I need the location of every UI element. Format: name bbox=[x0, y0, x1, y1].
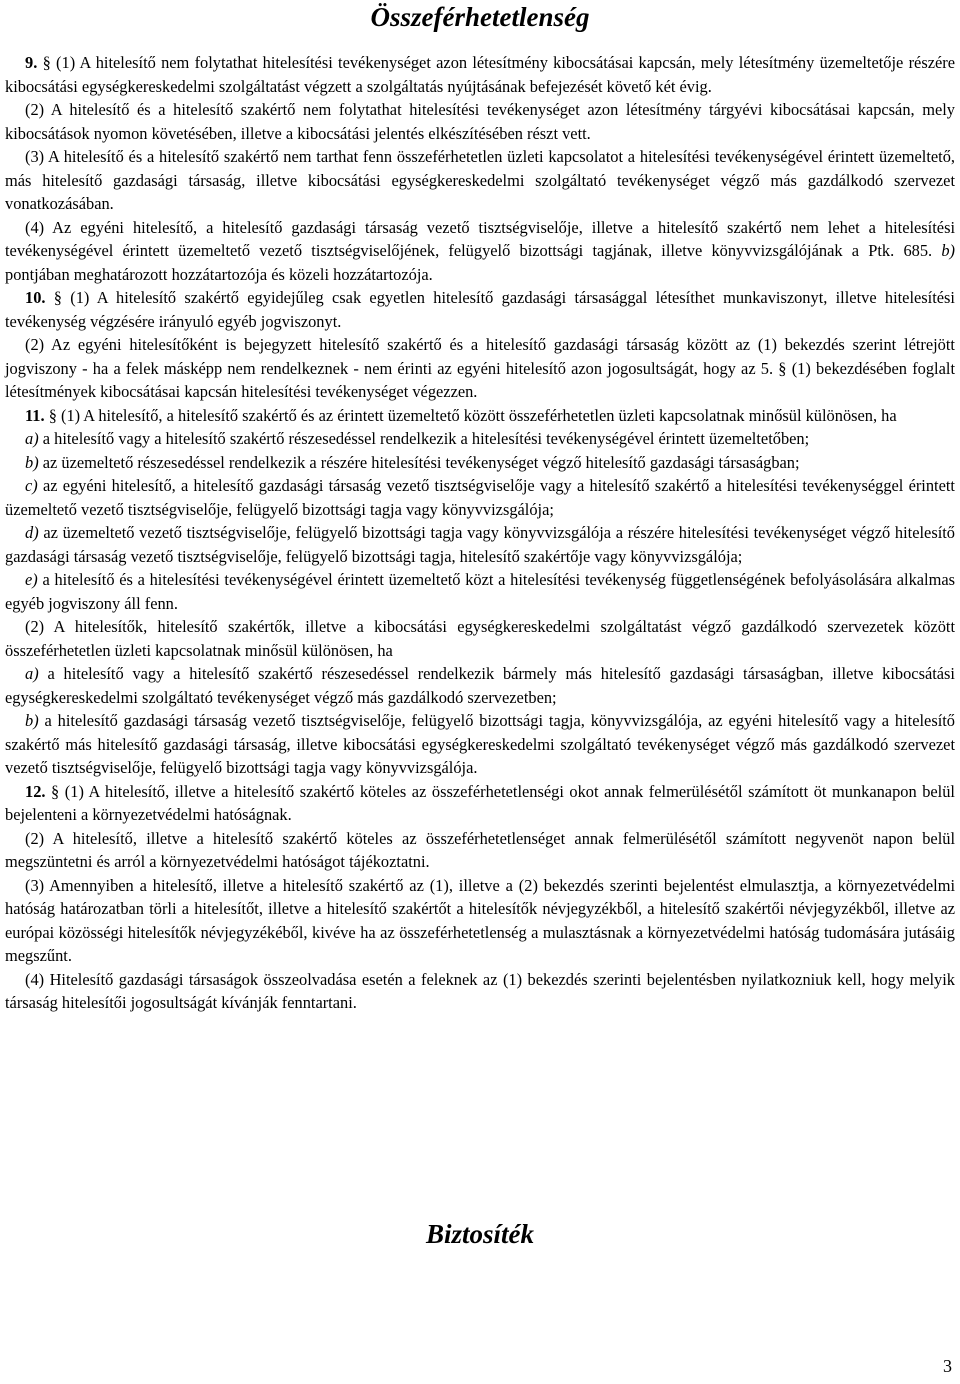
paragraph-text: § (1) A hitelesítő szakértő egyidejűleg csak egyetlen hitelesítő gazdasági társasággal létesíthet munkaviszonyt, illetve hitelesítési tevékenység végzésére irányuló egyéb jogviszonyt. bbox=[5, 288, 955, 331]
point-11-1-d bbox=[5, 521, 955, 568]
point-text: az üzemeltető vezető tisztségviselője, felügyelő bizottsági tagja vagy könyvvizsgálója a részére hitelesítési tevékenységet végző hitelesítő gazdasági társaság vezető tisztségviselője, felügyelő bizottsági tagja, hitelesítő szakértője vagy könyvvizsgálója; bbox=[5, 523, 955, 566]
point-11-1-e bbox=[5, 568, 955, 615]
point-label: e) bbox=[25, 570, 38, 589]
point-11-2-a bbox=[5, 662, 955, 709]
section-number: 12. bbox=[25, 781, 46, 801]
paragraph-9-2 bbox=[5, 98, 955, 145]
paragraph-11-1 bbox=[5, 404, 955, 428]
paragraph-9-4 bbox=[5, 216, 955, 287]
paragraph-text: (2) Az egyéni hitelesítőként is bejegyzett hitelesítő szakértő és a hitelesítő gazdasági társaság között az (1) bekezdés szerint létrejött jogviszony - ha a felek másképp nem rendelkeznek - nem érinti az egyéni hitelesítő azon jogosultságát, hogy az 5. § (1) bekezdésében foglalt létesítmények kibocsátásai kapcsán hitelesítési tevékenységet végezzen. bbox=[5, 335, 955, 401]
point-label: b) bbox=[941, 241, 955, 260]
paragraph-text: (3) A hitelesítő és a hitelesítő szakértő nem tarthat fenn összeférhetetlen üzleti kapcsolatot a hitelesítési tevékenységével érintett üzemeltető, más hitelesítő gazdasági társaság, illetve kibocsátási egységkereskedelmi szolgáltató tevékenységet végző más gazdálkodó szervezet vonatkozásában. bbox=[5, 147, 955, 213]
paragraph-9-3 bbox=[5, 145, 955, 216]
section-heading-incompatibility: Összeférhetetlenség bbox=[370, 2, 590, 32]
paragraph-text: § (1) A hitelesítő nem folytathat hitelesítési tevékenységet azon létesítmény kibocsátásai kapcsán, mely létesítmény üzemeltetője részére kibocsátási egységkereskedelmi szolgáltatást végzett a szolgáltatás nyújtásának befejezését követő két évig. bbox=[5, 53, 955, 96]
paragraph-text: § (1) A hitelesítő, illetve a hitelesítő szakértő köteles az összeférhetetlenségi okot annak felmerülésétől számított öt munkanapon belül bejelenteni a környezetvédelmi hatóságnak. bbox=[5, 781, 955, 824]
paragraph-12-3 bbox=[5, 874, 955, 968]
paragraph-text: pontjában meghatározott hozzátartozója és közeli hozzátartozója. bbox=[5, 264, 433, 284]
point-label: b) bbox=[25, 711, 39, 730]
paragraph-text: (3) Amennyiben a hitelesítő, illetve a hitelesítő szakértő az (1), illetve a (2) bekezdés szerinti bejelentést elmulasztja, a környezetvédelmi hatóság határozatban törli a hitelesítőt, illetve a hitelesítő szakértőt a hitelesítők névjegyzékből, a hitelesítő szakértői névjegyzékből, illetve az európai közösségi hitelesítők névjegyzékéből, kivéve ha az összeférhetetlenség a mulasztásnak a környezetvédelmi hatóság tudomására jutásáig megszűnt. bbox=[5, 875, 955, 965]
section-number: 9. bbox=[25, 53, 38, 72]
page-number: 3 bbox=[943, 1356, 952, 1376]
paragraph-text: (4) Az egyéni hitelesítő, a hitelesítő gazdasági társaság vezető tisztségviselője, illetve a hitelesítő szakértő nem lehet a hitelesítési tevékenységével érintett üzemeltető vezető tisztségviselőjének, felügyelő bizottsági tagjának, illetve könyvvizsgálójának a Ptk. 685. bbox=[5, 217, 955, 260]
point-text: az egyéni hitelesítő, a hitelesítő gazdasági társaság vezető tisztségviselője vagy a hitelesítő szakértő a hitelesítési tevékenységgel érintett üzemeltető vezető tisztségviselője, felügyelő bizottsági tagja vagy könyvvizsgálója; bbox=[5, 476, 955, 519]
point-label: a) bbox=[25, 429, 39, 448]
document-body bbox=[5, 51, 955, 1015]
paragraph-12-4 bbox=[5, 968, 955, 1015]
paragraph-10-1 bbox=[5, 286, 955, 333]
point-text: az üzemeltető részesedéssel rendelkezik a részére hitelesítési tevékenységet végző hitelesítő gazdasági társaságban; bbox=[38, 452, 800, 472]
paragraph-text: (2) A hitelesítők, hitelesítő szakértők, illetve a kibocsátási egységkereskedelmi szolgáltatást végző gazdálkodó szervezetek között összeférhetetlen üzleti kapcsolatnak minősül különösen, ha bbox=[5, 617, 955, 660]
point-11-1-a bbox=[5, 427, 955, 451]
point-11-1-c bbox=[5, 474, 955, 521]
paragraph-12-2 bbox=[5, 827, 955, 874]
point-label: c) bbox=[25, 476, 38, 495]
paragraph-text: (2) A hitelesítő és a hitelesítő szakértő nem folytathat hitelesítési tevékenységet azon létesítmény tárgyévi kibocsátásai kapcsán, mely kibocsátások nyomon követésében, illetve a kibocsátási jelentés elkészítésében részt vett. bbox=[5, 100, 955, 143]
point-text: a hitelesítő gazdasági társaság vezető tisztségviselője, felügyelő bizottsági tagja, könyvvizsgálója, az egyéni hitelesítő vagy a hitelesítő szakértő más hitelesítő gazdasági társaság, illetve kibocsátási egységkereskedelmi szolgáltató tevékenységet végző más gazdálkodó szervezet vezető tisztségviselője, felügyelő bizottsági tagja vagy könyvvizsgálója. bbox=[5, 711, 955, 777]
section-number: 10. bbox=[25, 288, 46, 307]
point-11-1-b bbox=[5, 451, 955, 475]
section-heading-guarantee: Biztosíték bbox=[425, 1219, 534, 1249]
point-text: a hitelesítő és a hitelesítési tevékenységével érintett üzemeltető közt a hitelesítési tevékenység függetlenségének befolyásolására alkalmas egyéb jogviszony áll fenn. bbox=[5, 570, 955, 613]
point-11-2-b bbox=[5, 709, 955, 780]
point-label: b) bbox=[25, 452, 39, 472]
paragraph-11-2 bbox=[5, 615, 955, 662]
point-label: a) bbox=[25, 664, 39, 683]
paragraph-9-1 bbox=[5, 51, 955, 98]
paragraph-10-2 bbox=[5, 333, 955, 404]
point-label: d) bbox=[25, 523, 39, 542]
paragraph-text: § (1) A hitelesítő, a hitelesítő szakértő és az érintett üzemeltető között összeférhetetlen üzleti kapcsolatnak minősül különösen, ha bbox=[48, 405, 897, 425]
paragraph-text: (2) A hitelesítő, illetve a hitelesítő szakértő köteles az összeférhetetlenséget annak felmerülésétől számított negyvenöt napon belül megszüntetni és arról a környezetvédelmi hatóságot tájékoztatni. bbox=[5, 828, 955, 871]
paragraph-12-1 bbox=[5, 780, 955, 827]
section-number: 11. bbox=[25, 405, 45, 425]
point-text: a hitelesítő vagy a hitelesítő szakértő részesedéssel rendelkezik a hitelesítési tevékenységével érintett üzemeltetőben; bbox=[38, 429, 810, 448]
paragraph-text: (4) Hitelesítő gazdasági társaságok összeolvadása esetén a feleknek az (1) bekezdés szerinti bejelentésben nyilatkozniuk kell, hogy melyik társaság hitelesítői jogosultságát kívánják fenntartani. bbox=[5, 969, 955, 1012]
point-text: a hitelesítő vagy a hitelesítő szakértő részesedéssel rendelkezik bármely más hitelesítő gazdasági társaságban, illetve kibocsátási egységkereskedelmi szolgáltató tevékenységet végző más gazdálkodó szervezetben; bbox=[5, 664, 955, 707]
